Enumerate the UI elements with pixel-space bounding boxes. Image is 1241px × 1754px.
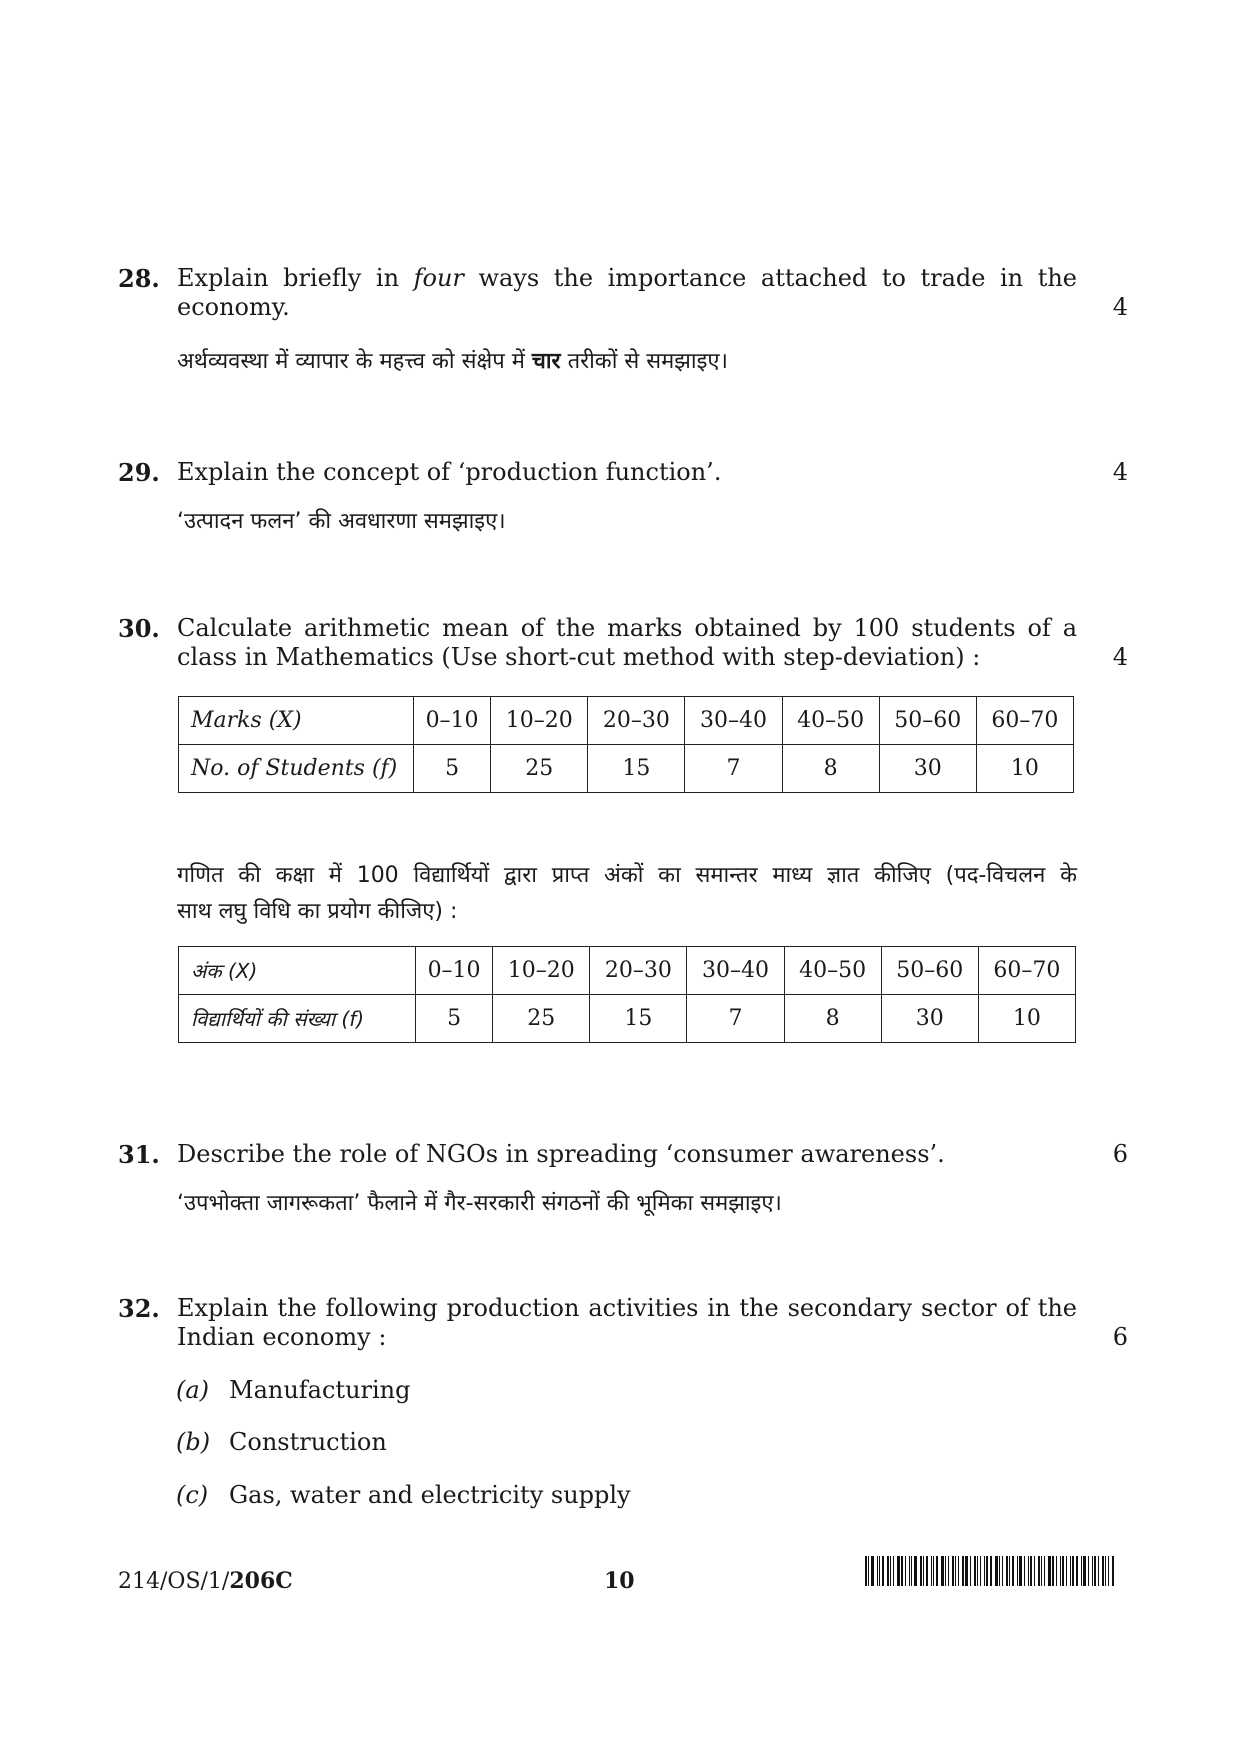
class-cell: 50–60 bbox=[881, 947, 978, 995]
class-cell: 10–20 bbox=[491, 697, 588, 745]
question-hindi: ‘उत्पादन फलन’ की अवधारणा समझाइए। bbox=[177, 509, 506, 534]
freq-cell: 8 bbox=[784, 995, 881, 1043]
freq-cell: 7 bbox=[687, 995, 784, 1043]
question-number: 30. bbox=[118, 614, 160, 643]
freq-cell: 15 bbox=[590, 995, 687, 1043]
freq-cell: 5 bbox=[416, 995, 493, 1043]
question-text-line2: economy. bbox=[177, 293, 290, 321]
freq-cell: 10 bbox=[976, 745, 1073, 793]
class-cell: 60–70 bbox=[978, 947, 1075, 995]
question-text: Describe the role of NGOs in spreading ‘consumer awareness’. bbox=[177, 1140, 945, 1168]
table-header-cell: Marks (X) bbox=[179, 697, 414, 745]
question-30-hindi bbox=[118, 858, 1128, 930]
question-text-line2: Indian economy : bbox=[177, 1323, 387, 1351]
question-number: 31. bbox=[118, 1140, 160, 1169]
question-hindi-line2: साथ लघु विधि का प्रयोग कीजिए) : bbox=[177, 899, 458, 924]
freq-cell: 10 bbox=[978, 995, 1075, 1043]
question-number: 29. bbox=[118, 458, 160, 487]
class-cell: 30–40 bbox=[685, 697, 782, 745]
marks-table-hindi bbox=[178, 946, 1076, 1043]
table-row bbox=[179, 947, 1076, 995]
freq-cell: 30 bbox=[881, 995, 978, 1043]
freq-cell: 8 bbox=[782, 745, 879, 793]
class-cell: 10–20 bbox=[493, 947, 590, 995]
table-row bbox=[179, 995, 1076, 1043]
question-text: Explain briefly in four ways the importance attached to trade in the bbox=[177, 264, 1077, 292]
class-cell: 30–40 bbox=[687, 947, 784, 995]
table-row bbox=[179, 745, 1074, 793]
freq-cell: 25 bbox=[491, 745, 588, 793]
class-cell: 0–10 bbox=[414, 697, 491, 745]
question-30 bbox=[118, 614, 1128, 672]
list-item: (c) Gas, water and electricity supply bbox=[176, 1481, 631, 1509]
class-cell: 40–50 bbox=[784, 947, 881, 995]
marks: 6 bbox=[1112, 1323, 1128, 1351]
freq-cell: 30 bbox=[879, 745, 976, 793]
class-cell: 50–60 bbox=[879, 697, 976, 745]
question-hindi: गणित की कक्षा में 100 विद्यार्थियों द्वारा प्राप्त अंकों का समान्तर माध्य ज्ञात कीजिए (पद-विचलन के bbox=[177, 863, 1077, 888]
question-28 bbox=[118, 264, 1128, 380]
marks: 4 bbox=[1112, 458, 1128, 486]
table-header-cell: No. of Students (f) bbox=[179, 745, 414, 793]
question-31 bbox=[118, 1140, 1128, 1222]
class-cell: 20–30 bbox=[588, 697, 685, 745]
question-29 bbox=[118, 458, 1128, 540]
marks-table-english bbox=[178, 696, 1074, 793]
list-item: (b) Construction bbox=[176, 1428, 387, 1456]
freq-cell: 7 bbox=[685, 745, 782, 793]
question-32 bbox=[118, 1294, 1128, 1352]
list-item: (a) Manufacturing bbox=[176, 1376, 411, 1404]
marks: 6 bbox=[1112, 1140, 1128, 1168]
question-number: 28. bbox=[118, 264, 160, 293]
paper-code: 214/OS/1/206C bbox=[118, 1568, 293, 1594]
class-cell: 40–50 bbox=[782, 697, 879, 745]
freq-cell: 15 bbox=[588, 745, 685, 793]
page-number: 10 bbox=[604, 1568, 635, 1594]
barcode-icon bbox=[865, 1556, 1127, 1586]
freq-cell: 25 bbox=[493, 995, 590, 1043]
table-header-cell: विद्यार्थियों की संख्या (f) bbox=[179, 995, 416, 1043]
table-row bbox=[179, 697, 1074, 745]
class-cell: 0–10 bbox=[416, 947, 493, 995]
question-hindi: अर्थव्यवस्था में व्यापार के महत्त्व को संक्षेप में चार तरीकों से समझाइए। bbox=[177, 349, 728, 374]
question-text-line2: class in Mathematics (Use short-cut method with step-deviation) : bbox=[177, 643, 981, 671]
question-text: Explain the following production activities in the secondary sector of the bbox=[177, 1294, 1077, 1322]
marks: 4 bbox=[1112, 293, 1128, 321]
marks: 4 bbox=[1112, 643, 1128, 671]
class-cell: 60–70 bbox=[976, 697, 1073, 745]
class-cell: 20–30 bbox=[590, 947, 687, 995]
question-text: Explain the concept of ‘production function’. bbox=[177, 458, 722, 486]
question-hindi: ‘उपभोक्ता जागरूकता’ फैलाने में गैर-सरकारी संगठनों की भूमिका समझाइए। bbox=[177, 1191, 782, 1216]
question-text: Calculate arithmetic mean of the marks obtained by 100 students of a bbox=[177, 614, 1077, 642]
question-number: 32. bbox=[118, 1294, 160, 1323]
table-header-cell: अंक (X) bbox=[179, 947, 416, 995]
freq-cell: 5 bbox=[414, 745, 491, 793]
